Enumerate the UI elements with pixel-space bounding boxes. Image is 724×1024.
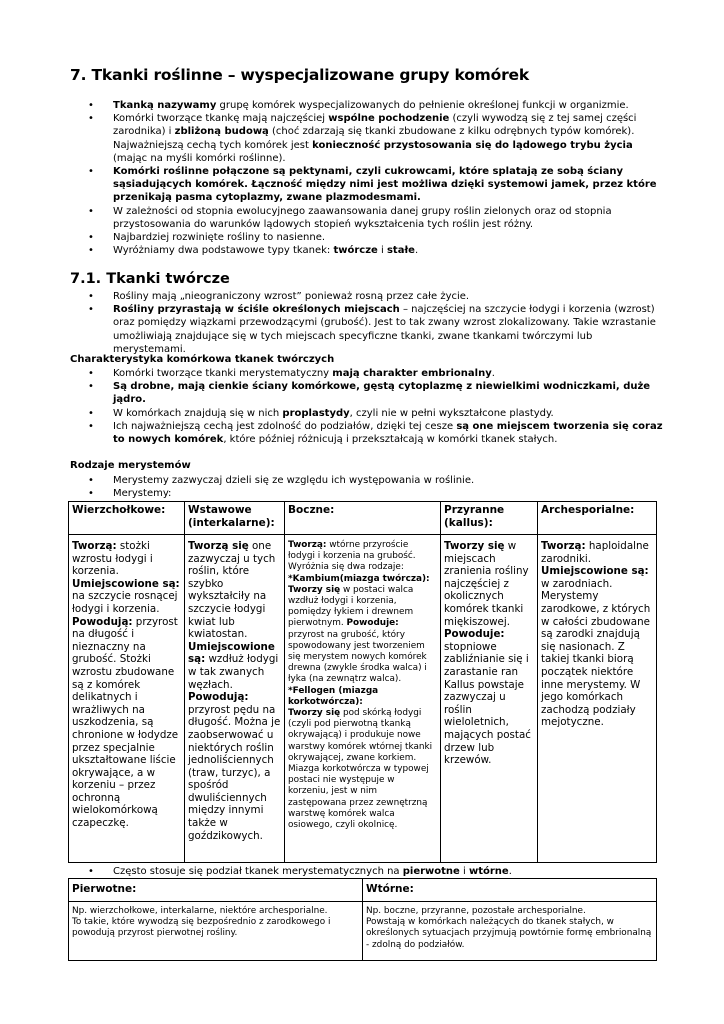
- header-wierzcholkowe: Wierzchołkowe:: [69, 502, 185, 535]
- bold-text: Umiejscowione są:: [72, 577, 180, 590]
- text: pod skórką łodygi (czyli pod pierwotną tkanką okrywającą) i produkuje nowe warstwy komórek wtórnej tkanki okrywającej, zwane korkiem. Miazga korkotwórcza w typowej postaci nie występuje w korzeniu, jest w nim zastępowana przez zewnętrzną warstwę komórek walca osiowego, czyli okolnicę.: [288, 708, 433, 831]
- bullet-item: [88, 380, 668, 406]
- text: stopniowe zabliźnianie się i zarastanie ran Kallus powstaje zazwyczaj u roślin wieloletnich, mających postać drzew lub krzewów.: [444, 640, 531, 767]
- cell-archesporialne: [538, 535, 657, 863]
- bullet-item: [88, 303, 668, 356]
- text: Merystemy zazwyczaj dzieli się ze względu ich występowania w roślinie.: [113, 475, 475, 486]
- bold-text: pierwotne: [402, 866, 460, 877]
- meristem-table: [68, 501, 657, 863]
- charakterystyka-heading: Charakterystyka komórkowa tkanek twórczych: [70, 354, 335, 365]
- text: Merystemy:: [113, 488, 172, 500]
- text: (choć zdarzają się tkanki zbudowane z kilku odrębnych typów komórek). Najważniejszą cechą tych komórek jest: [113, 126, 635, 151]
- wtorne-line: Np. boczne, przyranne, pozostałe archesporialne.: [366, 906, 586, 916]
- bold-text: Powodują:: [188, 691, 249, 704]
- text: W komórkach znajdują się w nich: [113, 407, 283, 419]
- bullet-item: [88, 99, 668, 112]
- bold-text: mają charakter embrionalny: [332, 368, 492, 379]
- cell-paragraph: [288, 585, 437, 686]
- bullet-item: [88, 231, 668, 244]
- rodzaje-bullet-list: [88, 474, 668, 500]
- bold-text: wspólne pochodzenie: [328, 113, 450, 125]
- text: przyrost na długość i nieznaczny na grubość. Stożki wzrostu zbudowane są z komórek delikatnych i wrażliwych na uszkodzenia, są chronione w łodydze przez specjalnie ukształtowane liście okrywające, a w korzeniu – przez ochronną wielokomórkową czapeczkę.: [72, 615, 179, 830]
- text: Rośliny mają „nieograniczony wzrost” ponieważ rosną przez całe życie.: [113, 291, 470, 302]
- header-archesporialne: Archesporialne:: [538, 502, 657, 535]
- cell-paragraph: [188, 540, 281, 842]
- bullet-item: [88, 290, 668, 303]
- cell-paragraph: [444, 540, 534, 767]
- text: (czyli wywodzą się z tej samej części zarodnika) i: [113, 113, 637, 138]
- text: w postaci walca wzdłuż łodygi i korzenia, pomiędzy łykiem i drewnem pierwotnym.: [288, 584, 414, 629]
- cell-paragraph: [288, 574, 437, 585]
- text: haploidalne zarodniki.: [541, 540, 649, 565]
- meristem-table-body-row: [69, 535, 657, 863]
- text: wzdłuż łodygi w tak zwanych węzłach.: [188, 653, 279, 691]
- pierwotne-line: Np. wierzchołkowe, interkalarne, niektóre archesporialne.: [72, 906, 328, 916]
- header-pierwotne: Pierwotne:: [69, 879, 363, 902]
- wtorne-line: Powstają w komórkach należących do tkanek stałych, w określonych sytuacjach przyjmują powtórnie formę embrionalną - zdolną do podziałów.: [366, 917, 652, 950]
- text: Wyróżniamy dwa podstawowe typy tkanek:: [113, 245, 334, 257]
- cell-paragraph: [288, 540, 437, 574]
- bold-text: Tworzą:: [72, 540, 117, 552]
- text: Komórki tworzące tkankę mają najczęściej: [113, 113, 329, 125]
- cell-wtorne: [363, 902, 657, 961]
- text: – najczęściej na szczycie łodygi i korzenia (wzrost) oraz pomiędzy wiązkami przewodzącymi (grubość). Jest to tak zwany wzrost zlokalizowany. Takie wzrastanie umożliwiają znajdujące się w tych miejscach specyficzne tkanki, zwane tkankami twórczymi lub merystemami.: [113, 304, 656, 355]
- text: i: [377, 245, 387, 257]
- bold-text: *Fellogen (miazga korkotwórcza):: [288, 685, 379, 707]
- charakterystyka-bullet-list: [88, 367, 668, 446]
- bold-text: są one miejscem tworzenia się coraz to nowych komórek: [113, 420, 663, 446]
- cell-pierwotne: [69, 902, 363, 961]
- text: Najbardziej rozwinięte rośliny to nasienne.: [113, 232, 326, 244]
- bullet-item: [88, 474, 668, 487]
- pw-header-row: [69, 879, 657, 902]
- bold-text: Tkanką nazywamy: [113, 100, 217, 111]
- pierwotne-wtorne-table: [68, 878, 657, 961]
- section7-bullet-list: [88, 99, 668, 257]
- cell-paragraph: [288, 686, 437, 708]
- bullet-item: [88, 165, 668, 205]
- meristem-table-header-row: [69, 502, 657, 535]
- header-wstawowe: Wstawowe (interkalarne):: [185, 502, 285, 535]
- bold-text: Powodują:: [72, 615, 133, 628]
- bold-text: *Kambium(miazga twórcza):: [288, 573, 430, 584]
- pierwotne-line: To takie, które wywodzą się bezpośrednio z zarodkowego i powodują przyrost pierwotnej rośliny.: [72, 917, 331, 939]
- text: , czyli nie w pełni wykształcone plastydy.: [349, 407, 554, 419]
- bold-text: Powoduje:: [444, 628, 505, 641]
- text: Ich najważniejszą cechą jest zdolność do podziałów, dzięki tej cesze: [113, 420, 457, 432]
- bold-text: Tworzą:: [541, 540, 586, 552]
- cell-wierzcholkowe: [69, 535, 185, 863]
- text: .: [508, 866, 512, 877]
- bold-text: Tworzy się: [444, 540, 505, 552]
- text: przyrost na grubość, który spowodowany jest tworzeniem się merystem nowych komórek drewna (zwykle środka walca) i łyka (na zewnątrz walca).: [288, 629, 427, 685]
- text: .: [491, 368, 495, 379]
- cell-wstawowe: [185, 535, 285, 863]
- text: .: [414, 245, 419, 257]
- header-wtorne: Wtórne:: [363, 879, 657, 902]
- header-przyranne: Przyranne (kallus):: [441, 502, 538, 535]
- bold-text: zbliżoną budową: [174, 126, 269, 138]
- text: i: [459, 866, 469, 877]
- bullet-item: [88, 367, 668, 380]
- bold-text: Tworzą:: [288, 540, 327, 550]
- bold-text: stałe: [386, 245, 415, 257]
- podzial-bullet-list: [88, 865, 668, 878]
- text: one zazwyczaj u tych roślin, które szybko wykształciły na szczycie łodygi kwiat lub kwiatostan.: [188, 540, 276, 641]
- text: Często stosuje się podział tkanek merystematycznych na: [113, 866, 403, 877]
- text: przyrost pędu na długość. Można je zaobserwować u niektórych roślin jednoliściennych (traw, turzyc), a spośród dwuliściennych między innymi także w goździkowych.: [188, 703, 281, 842]
- bullet-item: [88, 112, 668, 165]
- text: wtórne przyroście łodygi i korzenia na grubość. Wyróżnia się dwa rodzaje:: [288, 540, 416, 573]
- bold-text: wtórne: [468, 866, 509, 877]
- bold-text: Powoduje:: [346, 618, 399, 629]
- bold-text: Komórki roślinne połączone są pektynami, czyli cukrowcami, które splatają ze sobą ściany sąsiadujących komórek. Łączność między nimi jest możliwa dzięki systemowi jamek, przez które przenikają pasma cytoplazmy, zwane plazmodesmami.: [113, 166, 657, 204]
- bold-text: Tworzy się: [288, 584, 341, 595]
- bullet-item: [88, 487, 668, 500]
- bold-text: twórcze: [333, 245, 378, 257]
- cell-boczne: [285, 535, 441, 863]
- pw-body-row: [69, 902, 657, 961]
- text: stożki wzrostu łodygi i korzenia.: [72, 540, 153, 578]
- rodzaje-heading: Rodzaje merystemów: [70, 460, 191, 471]
- text: na szczycie rosnącej łodygi i korzenia.: [72, 590, 178, 615]
- text: w zarodniach. Merystemy zarodkowe, z których w całości zbudowane są zarodki znajdują się nasionach. Z takiej tkanki biorą początek niektóre inne merystemy. W jego komórkach zachodzą podziały mejotyczne.: [541, 577, 651, 729]
- bullet-item: [88, 205, 668, 231]
- bullet-item: [88, 407, 668, 420]
- cell-paragraph: [541, 540, 653, 729]
- subsection-title: 7.1. Tkanki twórcze: [70, 271, 230, 287]
- bold-text: konieczność przystosowania się do lądowego trybu życia: [312, 139, 633, 151]
- text: , które później różnicują i przekształcają w komórki tkanek stałych.: [223, 434, 558, 446]
- podzial-bullet: [88, 865, 668, 878]
- text: w miejscach zranienia rośliny najczęściej z okolicznych komórek tkanki miękiszowej.: [444, 540, 529, 628]
- text: grupę komórek wyspecjalizowanych do pełnienie określonej funkcji w organizmie.: [216, 100, 629, 111]
- bold-text: Umiejscowione są:: [188, 640, 275, 666]
- bold-text: Umiejscowione są:: [541, 565, 649, 578]
- text: (mając na myśli komórki roślinne).: [113, 152, 286, 164]
- bold-text: Są drobne, mają cienkie ściany komórkowe, gęstą cytoplazmę z niewielkimi wodniczkami, duże jądro.: [113, 381, 651, 406]
- bold-text: Rośliny przyrastają w ściśle określonych miejscach: [113, 304, 400, 316]
- bullet-item: [88, 420, 668, 446]
- text: W zależności od stopnia ewolucyjnego zaawansowania danej grupy roślin zielonych oraz od stopnia przystosowania do warunków lądowych stopień wykształcenia tych roślin jest różny.: [113, 205, 612, 230]
- bold-text: Tworzą się: [188, 540, 249, 552]
- bold-text: proplastydy: [282, 407, 350, 419]
- bullet-item: [88, 244, 668, 257]
- section-title: 7. Tkanki roślinne – wyspecjalizowane grupy komórek: [70, 66, 529, 84]
- cell-paragraph: [288, 708, 437, 831]
- text: Komórki tworzące tkanki merystematyczny: [113, 368, 333, 379]
- section71-bullet-list: [88, 290, 668, 356]
- cell-paragraph: [72, 540, 181, 830]
- header-boczne: Boczne:: [285, 502, 441, 535]
- cell-przyranne: [441, 535, 538, 863]
- bold-text: Tworzy się: [288, 708, 341, 719]
